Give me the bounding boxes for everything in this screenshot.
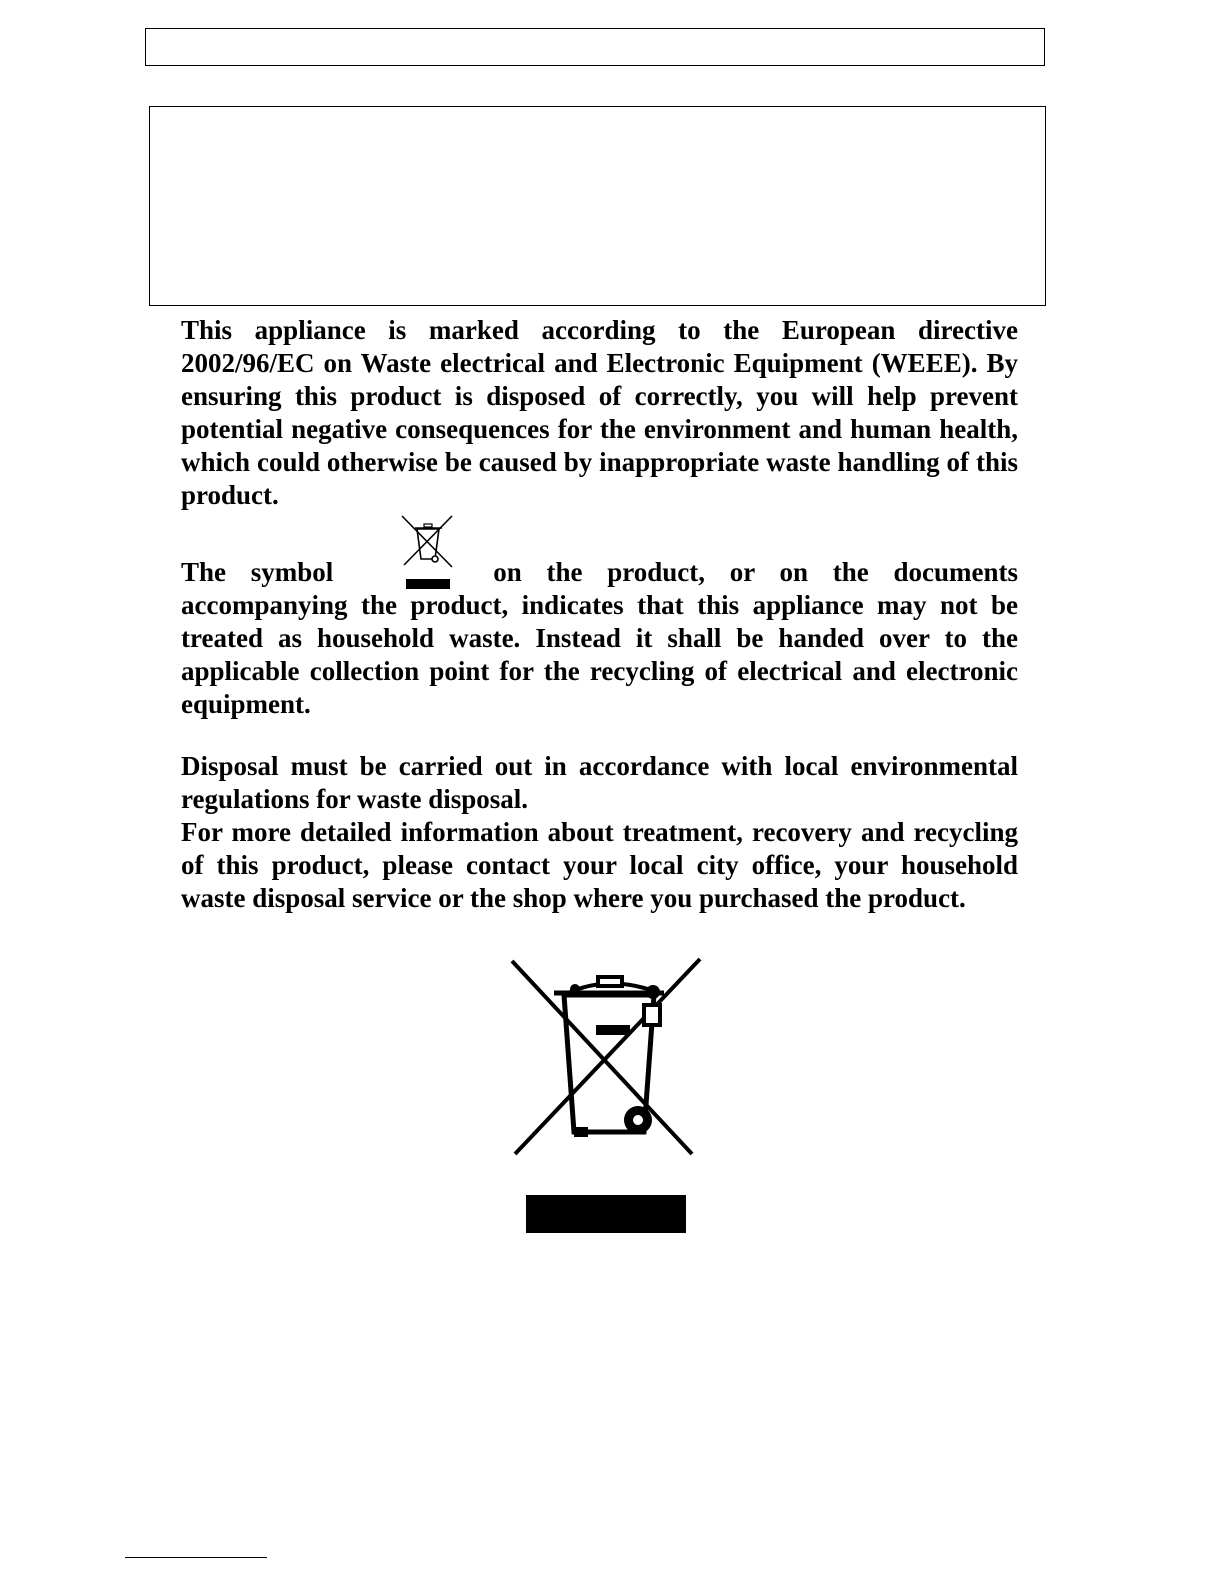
footnote-rule bbox=[125, 1557, 267, 1558]
symbol-text-after: on the product, or on the documents accompanying the product, indicates that this appliance may not be treated as household waste. Instead it shall be handed over to the applicable collection point for the recycling of electrical and electronic equipment. bbox=[181, 557, 1018, 719]
weee-intro-paragraph bbox=[181, 314, 1018, 512]
content-frame bbox=[149, 106, 1046, 306]
crossed-out-wheelie-bin-icon bbox=[400, 515, 456, 591]
weee-wheelie-bin-icon bbox=[508, 957, 704, 1159]
disposal-paragraph bbox=[181, 750, 1018, 816]
intro-text: This appliance is marked according to the European directive 2002/96/EC on Waste electrical and Electronic Equipment (WEEE). By ensuring this product is disposed of correctly, you will help prevent potential negative consequences for the environment and human health, which could otherwise be caused by inappropriate waste handling of this product. bbox=[181, 315, 1018, 510]
symbol-text-before: The symbol bbox=[181, 557, 334, 587]
symbol-paragraph bbox=[181, 556, 1018, 721]
more-info-paragraph bbox=[181, 816, 1018, 915]
more-info-text: For more detailed information about treatment, recovery and recycling of this product, please contact your local city office, your household waste disposal service or the shop where you purchased the product. bbox=[181, 817, 1018, 913]
weee-black-bar bbox=[526, 1195, 686, 1233]
disposal-text: Disposal must be carried out in accordance with local environmental regulations for waste disposal. bbox=[181, 751, 1018, 814]
header-box bbox=[145, 28, 1045, 66]
